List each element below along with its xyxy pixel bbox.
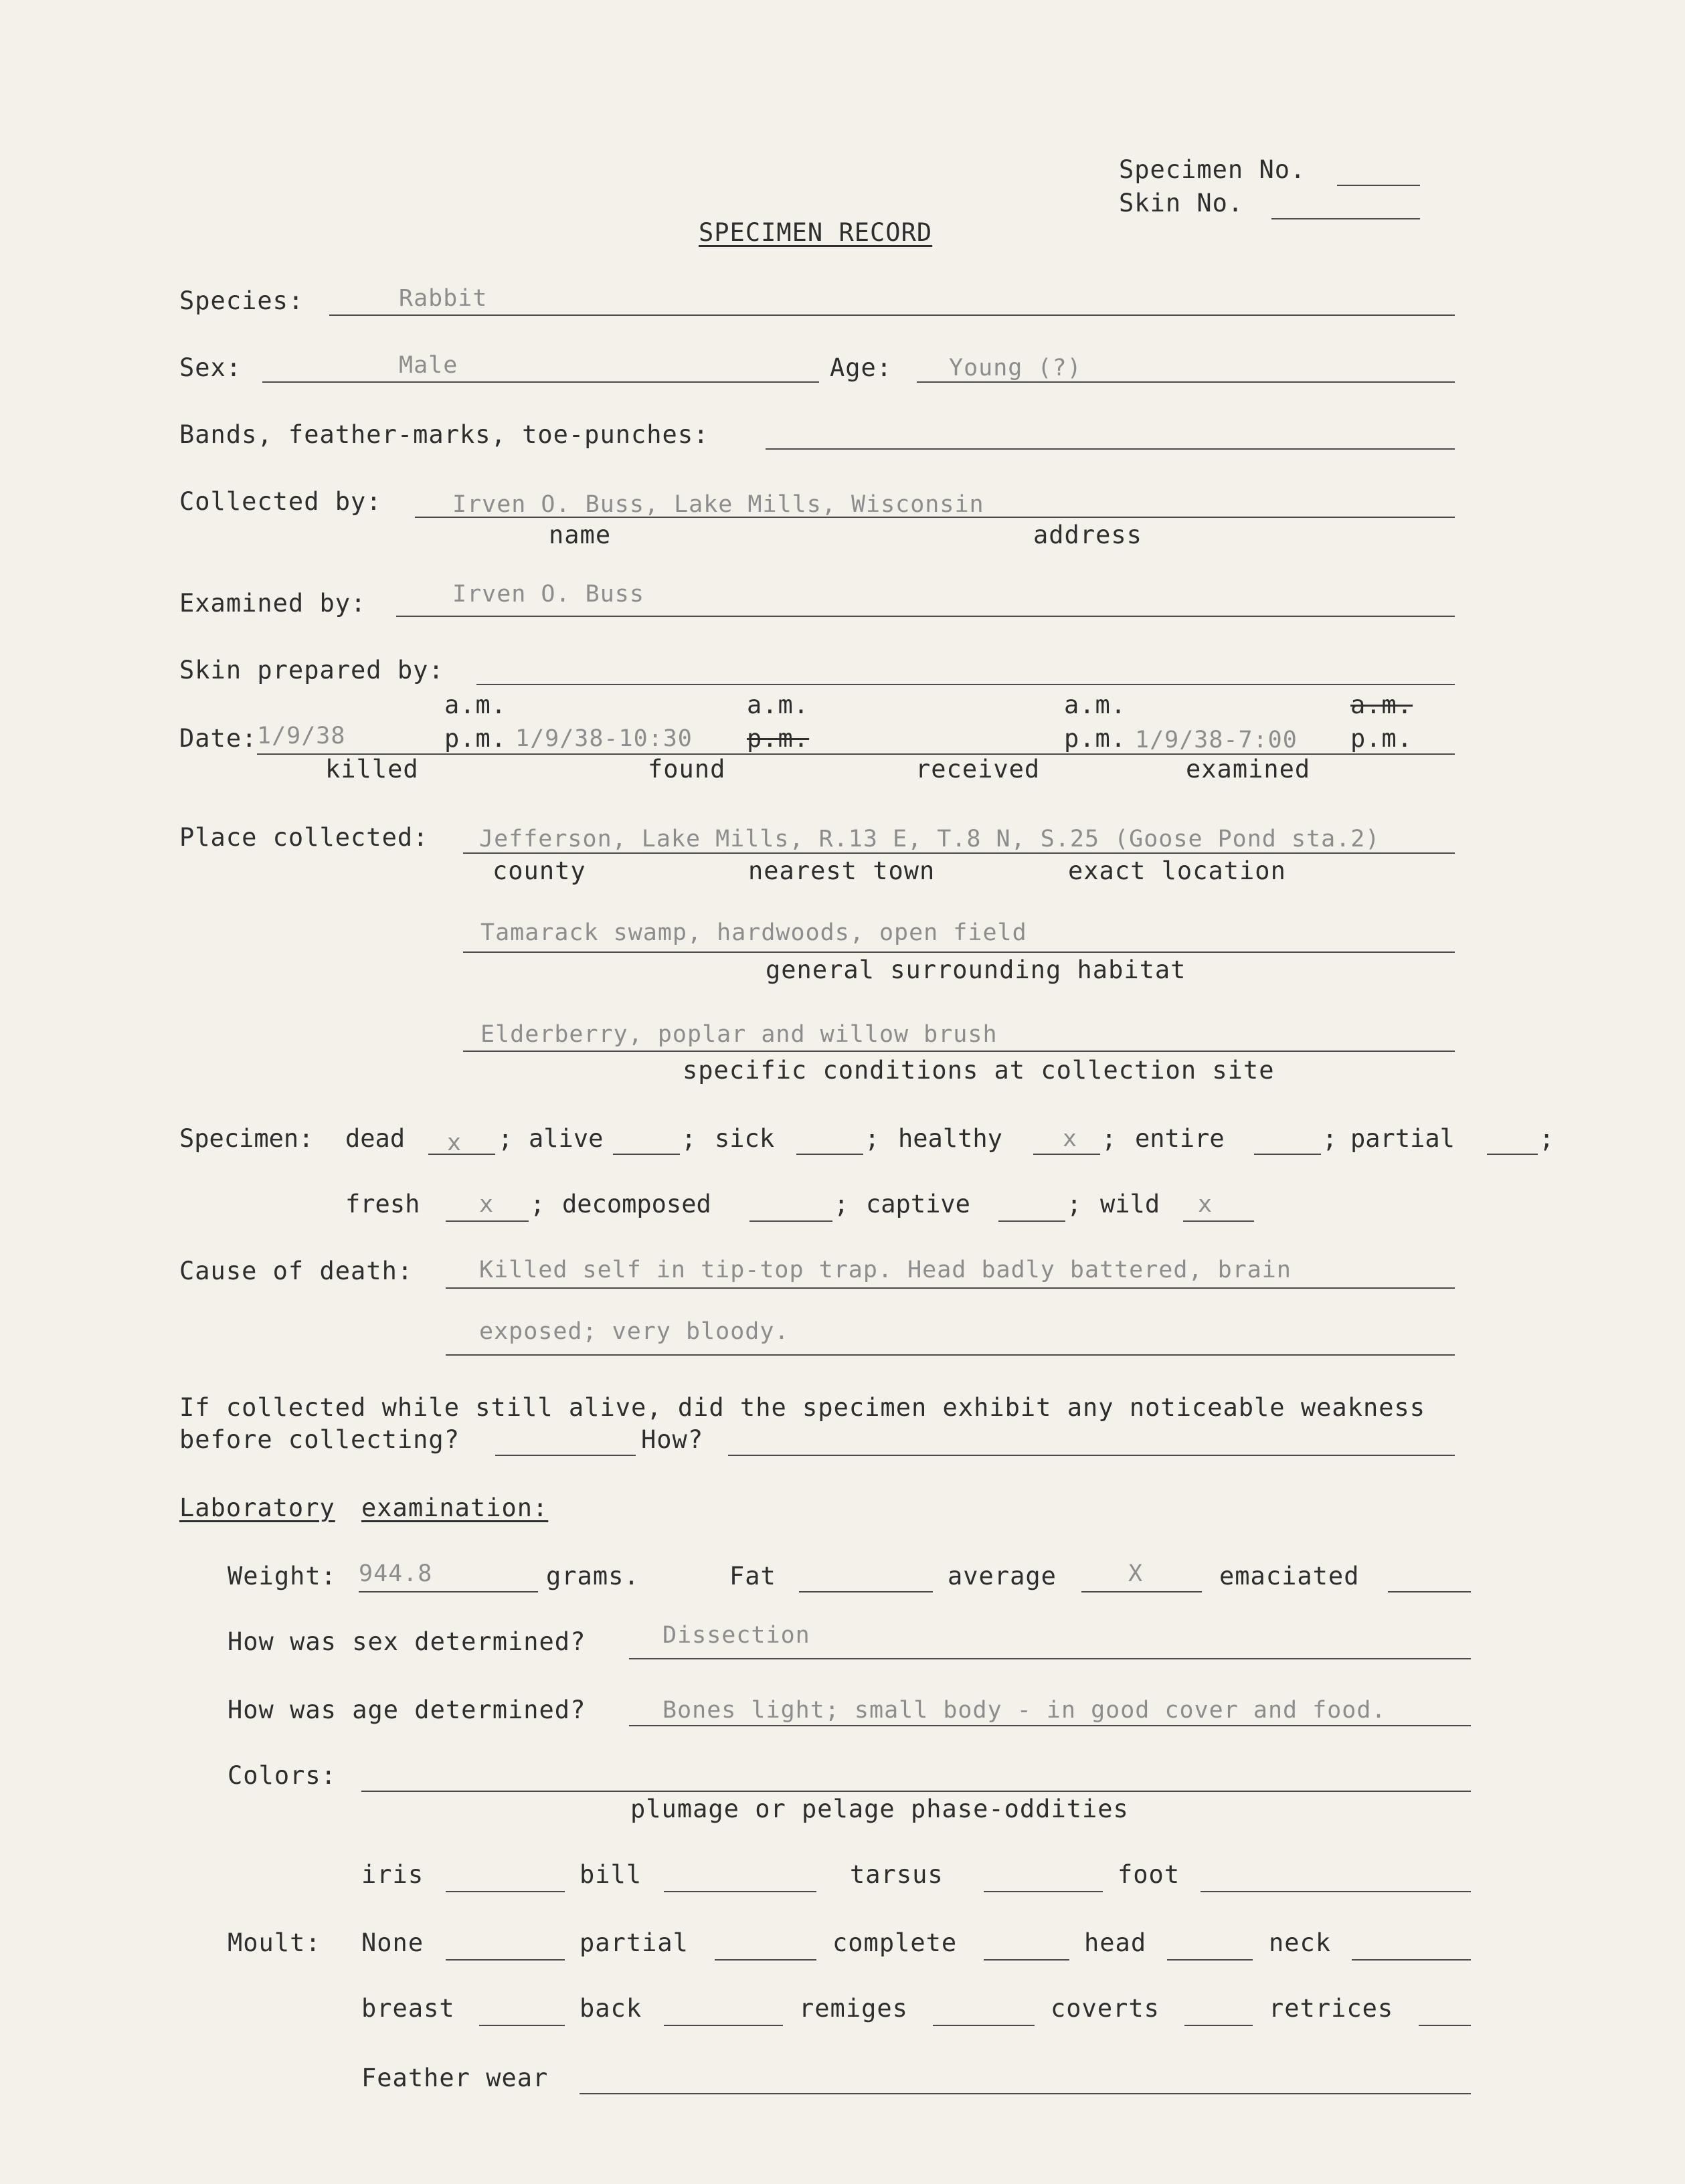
- specimen-captive-line: [998, 1220, 1065, 1222]
- skin-prepared-line: [476, 684, 1455, 685]
- specimen-label: Specimen:: [179, 1124, 314, 1153]
- moult-complete-line: [984, 1959, 1069, 1961]
- place-label: Place collected:: [179, 823, 429, 852]
- examined-label: Examined by:: [179, 589, 367, 618]
- bill-label: bill: [580, 1860, 642, 1889]
- colors-sub: plumage or pelage phase-oddities: [630, 1795, 1129, 1823]
- alive-how-label: How?: [641, 1425, 704, 1454]
- place-sub-town: nearest town: [748, 856, 936, 885]
- specimen-no-label: Specimen No.: [1119, 155, 1306, 184]
- place-sub-location: exact location: [1068, 856, 1286, 885]
- specimen-record-form: Specimen No. Skin No. SPECIMEN RECORD Species: Rabbit Sex: Male Age: Young (?) Bands, feather-marks, toe-punches: Collected by: Irven O. Buss, Lake Mills, Wisconsin name address Examined by: Irven O. Buss Skin prepared by: a.m. a.m. a.m. a.m. Date: 1/9/38 p.m. 1/9/38-10:30 p.m. p.m. 1/9/38-7:00 p.m. killed found received examined Place collected: Jefferson, Lake Mills, R.13 E, T.8 N, S.25 (Goose Pond sta.2) county nearest town exact location Tamarack swamp, hardwoods, open field general surrounding habitat Elderberry, poplar and willow brush specific conditions at collection site Specimen: dead x ; alive ; sick ; healthy x ; entire ; partial ; fresh x ; decomposed ; captive ; wild x Cause of death: Killed self in tip-top trap. Head badly battered, brain exposed; very bloody. If collected while still alive, did the specimen exhibit any noticeable weakness before collecting? How? Laboratory examination: Weight: 944.8 grams. Fat average X emaciated How was sex determined? Dissection How was age determined? Bones light; small body - in good cover and food. Colors: plumage or pelage phase-oddities iris bill tarsus foot Moult: None partial complete head neck breast back remiges coverts retrices Feather wear: [0, 0, 1685, 2184]
- moult-none-line: [446, 1959, 565, 1961]
- date-received-pm: p.m.: [1064, 724, 1127, 753]
- date-examined-value: 1/9/38-7:00: [1135, 727, 1298, 753]
- specimen-entire-line: [1254, 1154, 1321, 1155]
- sex-determined-value: Dissection: [662, 1622, 810, 1649]
- collected-sub-name: name: [549, 521, 612, 549]
- moult-neck-line: [1352, 1959, 1471, 1961]
- alive-weakness-line: [495, 1455, 636, 1456]
- specimen-dead-label: dead: [345, 1124, 406, 1153]
- specimen-fresh-label: fresh: [345, 1190, 420, 1218]
- age-determined-line: [629, 1725, 1471, 1726]
- grams-label: grams.: [546, 1562, 640, 1590]
- age-value: Young (?): [949, 355, 1082, 381]
- specimen-fresh-line: [446, 1220, 529, 1222]
- specimen-no-line: [1337, 185, 1420, 186]
- date-killed-pm: p.m.: [444, 724, 507, 753]
- cause-label: Cause of death:: [179, 1257, 414, 1285]
- moult-partial-line: [715, 1959, 816, 1961]
- specimen-wild-mark: x: [1198, 1191, 1213, 1218]
- remiges-label: remiges: [799, 1994, 908, 2023]
- specimen-alive-label: alive: [529, 1124, 604, 1153]
- coverts-line: [1184, 2025, 1253, 2026]
- date-sub-examined: examined: [1186, 755, 1311, 784]
- examined-line: [396, 616, 1455, 617]
- specimen-alive-line: [613, 1154, 680, 1155]
- specimen-decomposed-line: [749, 1220, 832, 1222]
- colors-line: [361, 1791, 1471, 1792]
- species-value: Rabbit: [399, 285, 488, 312]
- habitat-sub: general surrounding habitat: [766, 955, 1186, 984]
- age-determined-label: How was age determined?: [228, 1696, 586, 1724]
- place-line: [463, 852, 1455, 854]
- colors-label: Colors:: [228, 1761, 337, 1790]
- remiges-line: [933, 2025, 1035, 2026]
- emaciated-label: emaciated: [1219, 1562, 1360, 1590]
- weight-label: Weight:: [228, 1562, 337, 1590]
- form-title: SPECIMEN RECORD: [699, 218, 933, 247]
- emaciated-line: [1388, 1591, 1471, 1592]
- sex-determined-line: [629, 1658, 1471, 1659]
- fat-label: Fat: [729, 1562, 776, 1590]
- date-killed-am: a.m.: [444, 691, 507, 719]
- date-examined-am-struck: a.m.: [1350, 691, 1413, 719]
- specimen-wild-label: wild: [1100, 1190, 1160, 1218]
- examined-value: Irven O. Buss: [452, 581, 644, 608]
- sex-value: Male: [399, 352, 458, 379]
- foot-label: foot: [1118, 1860, 1180, 1889]
- conditions-sub: specific conditions at collection site: [683, 1056, 1275, 1085]
- specimen-healthy-label: healthy: [898, 1124, 1002, 1153]
- weight-value: 944.8: [359, 1560, 433, 1587]
- collected-label: Collected by:: [179, 487, 382, 516]
- breast-line: [479, 2025, 565, 2026]
- specimen-sick-line: [796, 1154, 863, 1155]
- moult-none-label: None: [361, 1928, 424, 1957]
- specimen-decomposed-label: decomposed: [562, 1190, 711, 1218]
- lab-heading-a: Laboratory: [179, 1493, 335, 1522]
- cause-line1: Killed self in tip-top trap. Head badly battered, brain: [479, 1257, 1292, 1283]
- average-label: average: [948, 1562, 1057, 1590]
- moult-complete-label: complete: [832, 1928, 958, 1957]
- conditions-value: Elderberry, poplar and willow brush: [480, 1021, 998, 1048]
- feather-wear-label: Feather wear: [361, 2064, 549, 2092]
- cause-line1-rule: [446, 1287, 1455, 1289]
- bands-label: Bands, feather-marks, toe-punches:: [179, 420, 709, 449]
- specimen-partial-label: partial: [1350, 1124, 1455, 1153]
- date-found-am: a.m.: [747, 691, 810, 719]
- date-sub-found: found: [648, 755, 726, 784]
- retrices-label: retrices: [1269, 1994, 1394, 2023]
- alive-how-line: [728, 1455, 1455, 1456]
- back-label: back: [580, 1994, 642, 2023]
- specimen-healthy-mark: x: [1063, 1125, 1078, 1152]
- average-mark: X: [1128, 1560, 1144, 1587]
- feather-wear-line: [580, 2093, 1471, 2094]
- collected-sub-address: address: [1033, 521, 1142, 549]
- moult-partial-label: partial: [580, 1928, 689, 1957]
- collected-value: Irven O. Buss, Lake Mills, Wisconsin: [452, 491, 984, 518]
- tarsus-line: [984, 1891, 1103, 1892]
- specimen-entire-label: entire: [1135, 1124, 1225, 1153]
- retrices-line: [1419, 2025, 1471, 2026]
- age-determined-value: Bones light; small body - in good cover and food.: [662, 1697, 1387, 1724]
- coverts-label: coverts: [1051, 1994, 1160, 2023]
- skin-no-label: Skin No.: [1119, 189, 1244, 217]
- specimen-sick-label: sick: [715, 1124, 775, 1153]
- specimen-wild-line: [1183, 1220, 1254, 1222]
- date-label: Date:: [179, 724, 258, 753]
- date-sub-killed: killed: [325, 755, 419, 784]
- specimen-healthy-line: [1033, 1154, 1100, 1155]
- iris-line: [446, 1891, 565, 1892]
- date-killed-value: 1/9/38: [257, 723, 346, 749]
- place-sub-county: county: [493, 856, 586, 885]
- sex-label: Sex:: [179, 353, 242, 382]
- specimen-dead-mark: x: [447, 1129, 462, 1156]
- bill-line: [664, 1891, 816, 1892]
- specimen-partial-line: [1487, 1154, 1538, 1155]
- moult-neck-label: neck: [1269, 1928, 1332, 1957]
- moult-head-label: head: [1084, 1928, 1147, 1957]
- tarsus-label: tarsus: [850, 1860, 944, 1889]
- habitat-value: Tamarack swamp, hardwoods, open field: [480, 919, 1027, 946]
- date-examined-pm: p.m.: [1350, 724, 1413, 753]
- skin-no-line: [1271, 218, 1420, 219]
- sex-line: [262, 381, 819, 383]
- species-line: [329, 314, 1455, 316]
- date-found-value: 1/9/38-10:30: [515, 725, 693, 752]
- bands-line: [766, 448, 1455, 450]
- cause-line2-rule: [446, 1354, 1455, 1356]
- date-sub-received: received: [915, 755, 1041, 784]
- conditions-line: [463, 1051, 1455, 1052]
- foot-line: [1201, 1891, 1471, 1892]
- specimen-captive-label: captive: [866, 1190, 970, 1218]
- sex-determined-label: How was sex determined?: [228, 1627, 586, 1656]
- date-received-am: a.m.: [1064, 691, 1127, 719]
- fat-line: [799, 1591, 933, 1592]
- moult-head-line: [1167, 1959, 1253, 1961]
- age-label: Age:: [830, 353, 893, 382]
- lab-heading-b: examination:: [361, 1493, 549, 1522]
- alive-question-line1: If collected while still alive, did the specimen exhibit any noticeable weakness: [179, 1393, 1426, 1422]
- date-received-pm-struck: p.m.: [747, 724, 810, 753]
- cause-line2: exposed; very bloody.: [479, 1318, 790, 1345]
- back-line: [664, 2025, 783, 2026]
- weight-line: [359, 1591, 538, 1592]
- iris-label: iris: [361, 1860, 424, 1889]
- specimen-fresh-mark: x: [479, 1191, 495, 1218]
- alive-question-line2: before collecting?: [179, 1425, 460, 1454]
- skin-prepared-label: Skin prepared by:: [179, 656, 444, 685]
- moult-label: Moult:: [228, 1928, 321, 1957]
- average-line: [1081, 1591, 1202, 1592]
- species-label: Species:: [179, 286, 304, 315]
- habitat-line: [463, 951, 1455, 953]
- place-value: Jefferson, Lake Mills, R.13 E, T.8 N, S.25 (Goose Pond sta.2): [479, 826, 1381, 852]
- breast-label: breast: [361, 1994, 455, 2023]
